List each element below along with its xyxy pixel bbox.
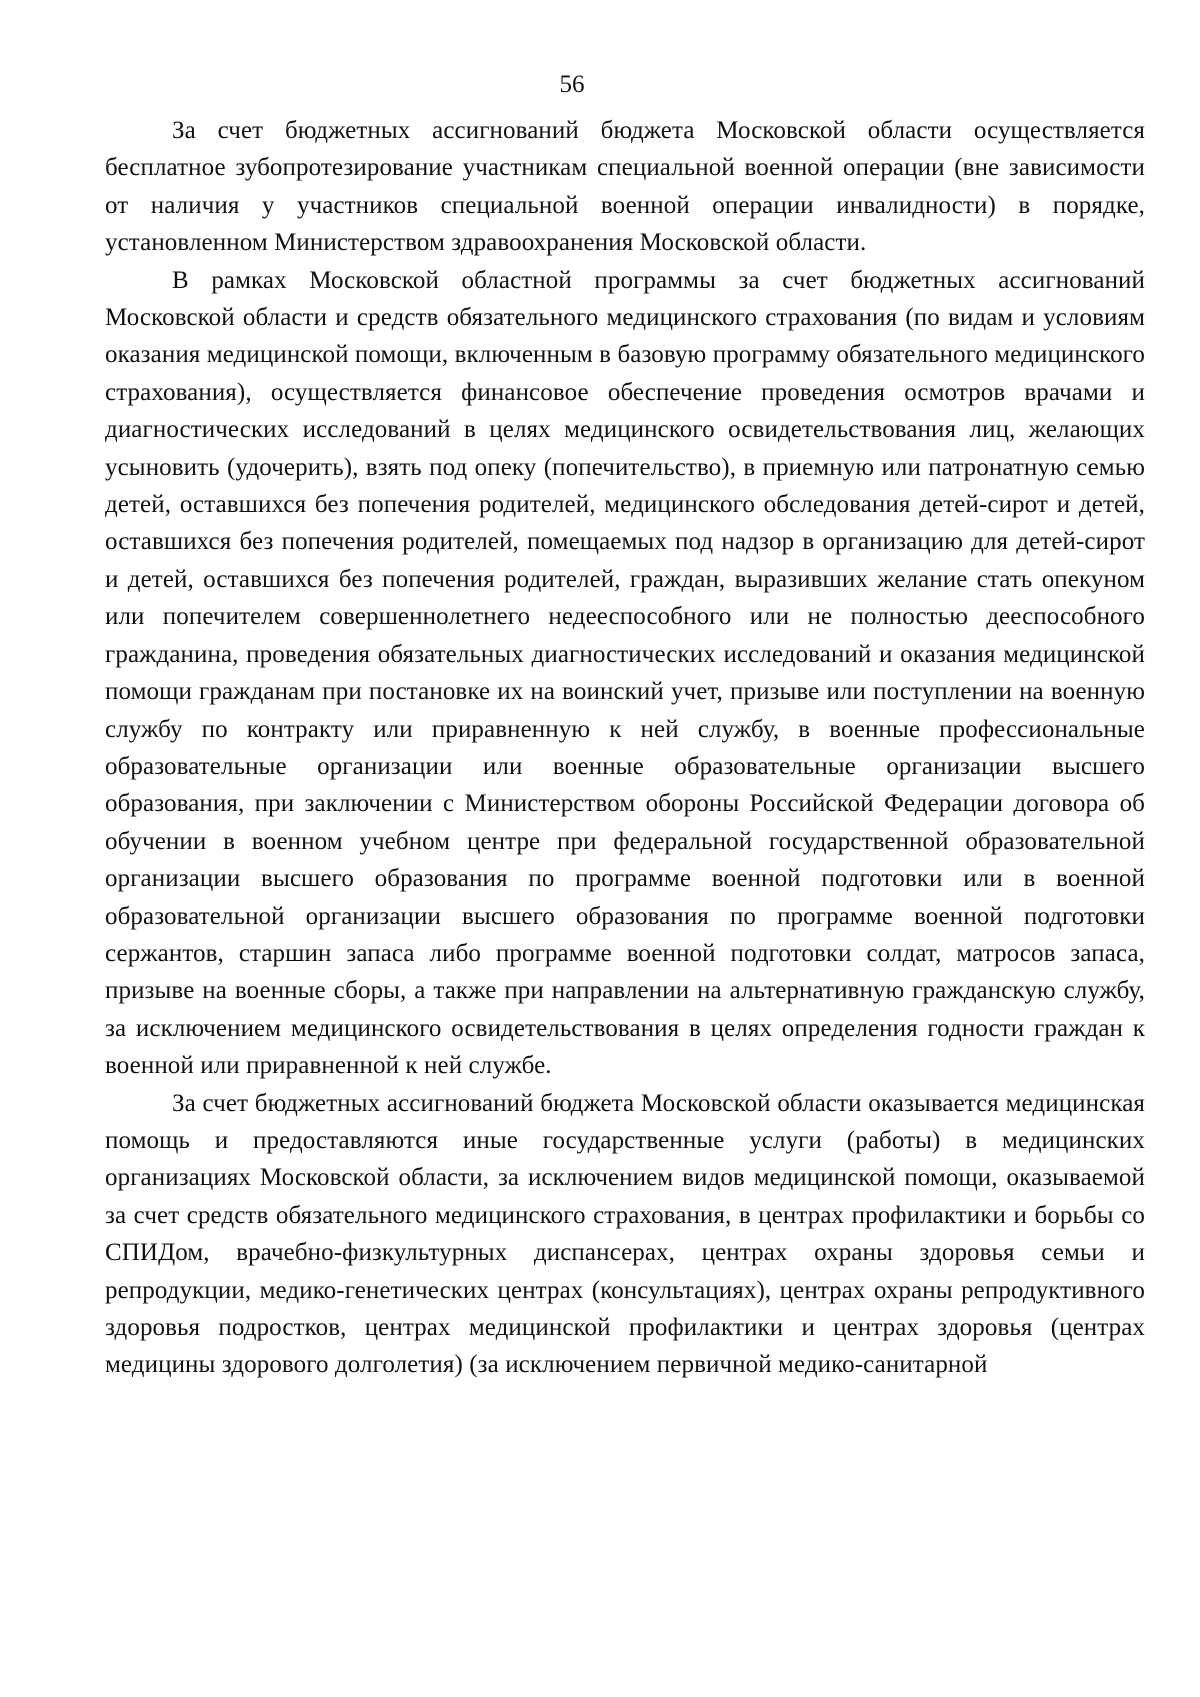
paragraph-budget-medical-care: За счет бюджетных ассигнований бюджета Московской области оказывается медицинская помощь и предоставляются иные государственные услуги (работы) в медицинских организациях Московской области, за исключением видов медицинской помощи, оказываемой за счет средств обязательного медицинского страхования, в центрах профилактики и борьбы со СПИДом, врачебно-физкультурных диспансерах, центрах охраны здоровья семьи и репродукции, медико-генетических центрах (консультациях), центрах охраны репродуктивного здоровья подростков, центрах медицинской профилактики и центрах здоровья (центрах медицины здорового долголетия) (за исключением первичной медико-санитарной	[105, 1089, 1145, 1379]
paragraph-dental-prosthetics: За счет бюджетных ассигнований бюджета Московской области осуществляется бесплатное зубопротезирование участникам специальной военной операции (вне зависимости от наличия у участников специальной военной операции инвалидности) в порядке, установленном Министерством здравоохранения Московской области.	[105, 117, 1145, 257]
document-body	[105, 112, 1145, 1384]
paragraph-medical-examinations: В рамках Московской областной программы за счет бюджетных ассигнований Московской области и средств обязательного медицинского страхования (по видам и условиям оказания медицинской помощи, включенным в базовую программу обязательного медицинского страхования), осуществляется финансовое обеспечение проведения осмотров врачами и диагностических исследований в целях медицинского освидетельствования лиц, желающих усыновить (удочерить), взять под опеку (попечительство), в приемную или патронатную семью детей, оставшихся без попечения родителей, медицинского обследования детей-сирот и детей, оставшихся без попечения родителей, помещаемых под надзор в организацию для детей-сирот и детей, оставшихся без попечения родителей, граждан, выразивших желание стать опекуном или попечителем совершеннолетнего недееспособного или не полностью дееспособного гражданина, проведения обязательных диагностических исследований и оказания медицинской помощи гражданам при постановке их на воинский учет, призыве или поступлении на военную службу по контракту или приравненную к ней службу, в военные профессиональные образовательные организации или военные образовательные организации высшего образования, при заключении с Министерством обороны Российской Федерации договора об обучении в военном учебном центре при федеральной государственной образовательной организации высшего образования по программе военной подготовки или в военной образовательной организации высшего образования по программе военной подготовки сержантов, старшин запаса либо программе военной подготовки солдат, матросов запаса, призыве на военные сборы, а также при направлении на альтернативную гражданскую службу, за исключением медицинского освидетельствования в целях определения годности граждан к военной или приравненной к ней службе.	[105, 266, 1145, 1080]
page-number: 56	[559, 71, 585, 98]
